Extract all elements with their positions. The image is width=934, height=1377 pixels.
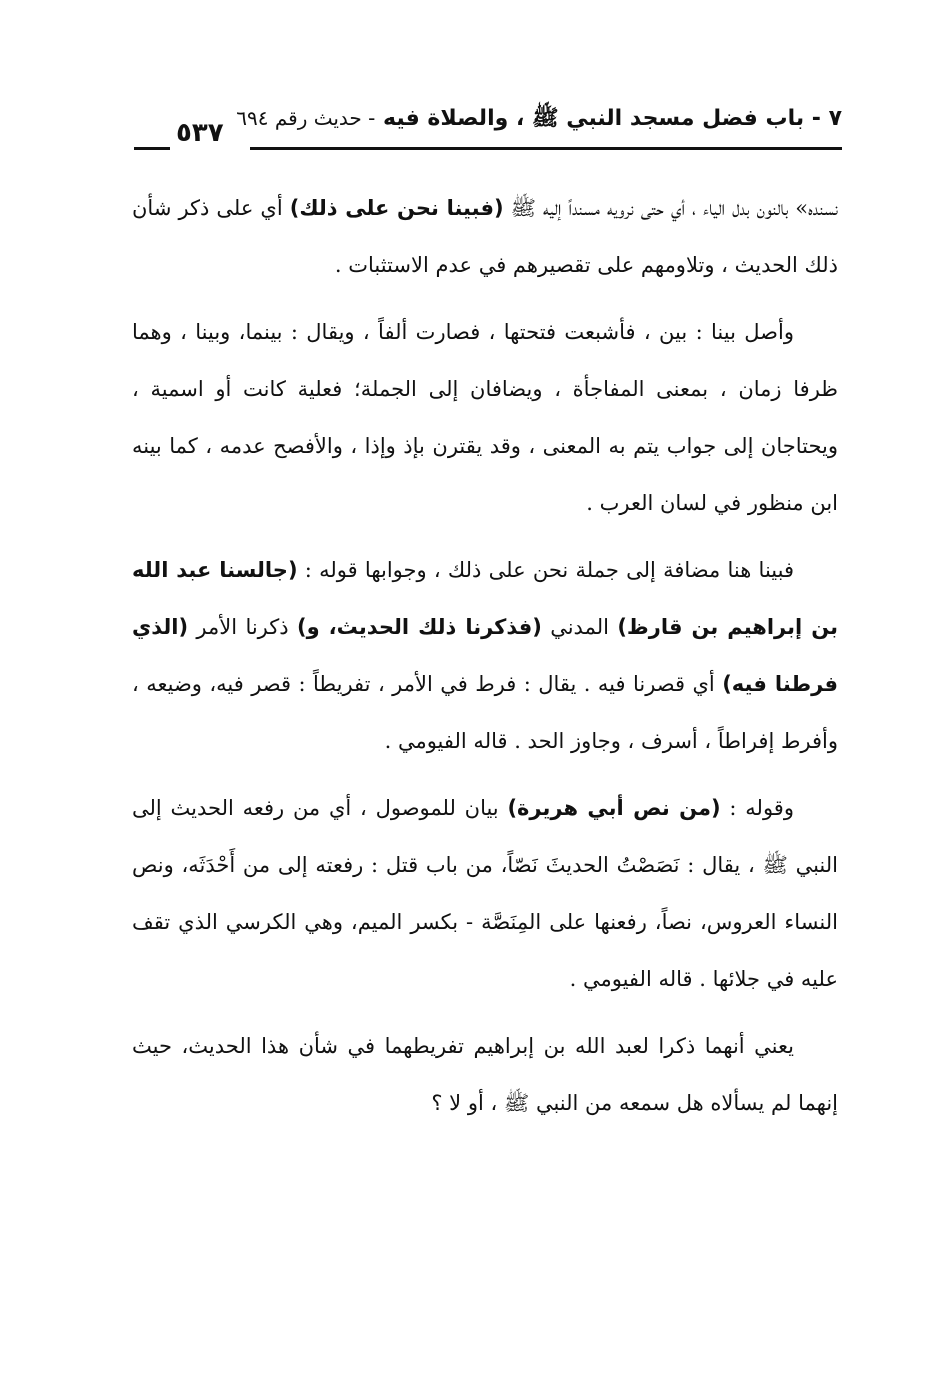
commentary-text: أي قصرنا فيه . يقال : فرط في الأمر ، تفريطاً : قصر فيه، وضيعه ، وأفرط إفراطاً ، أسرف ، وجاوز الحد . قاله الفيومي .	[132, 672, 838, 753]
commentary-text: نسنده» بالنون بدل الياء ، أي حتى نرويه مسنداً إليه ﷺ	[503, 196, 838, 220]
paragraph-5	[132, 1018, 838, 1132]
running-head	[236, 104, 842, 136]
commentary-text: ذكرنا الأمر	[188, 615, 297, 639]
paragraph-1	[132, 180, 838, 294]
hadith-reference: - حديث رقم ٦٩٤	[236, 106, 376, 130]
quoted-hadith-text: (من نص أبي هريرة)	[507, 796, 721, 820]
commentary-text: وأصل بينا : بين ، فأشبعت فتحتها ، فصارت ألفاً ، ويقال : بينما، وبينا ، وهما ظرفا زمان ، بمعنى المفاجأة ، ويضافان إلى الجملة؛ فعلية كانت أو اسمية ، ويحتاجان إلى جواب يتم به المعنى ، وقد يقترن بإذ وإذا ، والأفصح عدمه ، كما بينه ابن منظور في لسان العرب .	[132, 320, 838, 515]
paragraph-3	[132, 542, 838, 770]
page-number: ٥٣٧	[176, 118, 224, 148]
commentary-text: يعني أنهما ذكرا لعبد الله بن إبراهيم تفريطهما في شأن هذا الحديث، حيث إنهما لم يسألاه هل سمعه من النبي ﷺ ، أو لا ؟	[132, 1034, 838, 1115]
commentary-text: المدني	[541, 615, 618, 639]
quoted-hadith-text: (فبينا نحن على ذلك)	[289, 196, 504, 220]
quoted-hadith-text: (فذكرنا ذلك الحديث، و)	[297, 615, 542, 639]
page-header	[130, 104, 842, 152]
commentary-text: فبينا هنا مضافة إلى جملة نحن على ذلك ، وجوابها قوله :	[297, 558, 794, 582]
paragraph-2	[132, 304, 838, 532]
commentary-text: وقوله :	[720, 796, 794, 820]
quoted-hadith-text: (الذي فرطنا فيه)	[132, 615, 838, 696]
quoted-hadith-text: (جالسنا عبد الله بن إبراهيم بن قارظ)	[132, 558, 838, 639]
commentary-text: أي على ذكر شأن ذلك الحديث ، وتلاومهم على تقصيرهم في عدم الاستثبات .	[132, 196, 838, 277]
header-rule	[250, 147, 842, 150]
paragraph-4	[132, 780, 838, 1008]
commentary-text: بيان للموصول ، أي من رفعه الحديث إلى النبي ﷺ ، يقال : نَصَصْتُ الحديثَ نَصّاً، من باب قتل : رفعته إلى من أَحْدَثَه، ونص النساء العروس، نصاً، رفعنها على المِنَصَّة - بكسر الميم، وهي الكرسي الذي تقف عليه في جلائها . قاله الفيومي .	[132, 796, 838, 991]
page-number-dash	[134, 147, 170, 150]
chapter-title: ٧ - باب فضل مسجد النبي ﷺ ، والصلاة فيه	[383, 106, 842, 131]
body-text	[132, 180, 838, 1142]
